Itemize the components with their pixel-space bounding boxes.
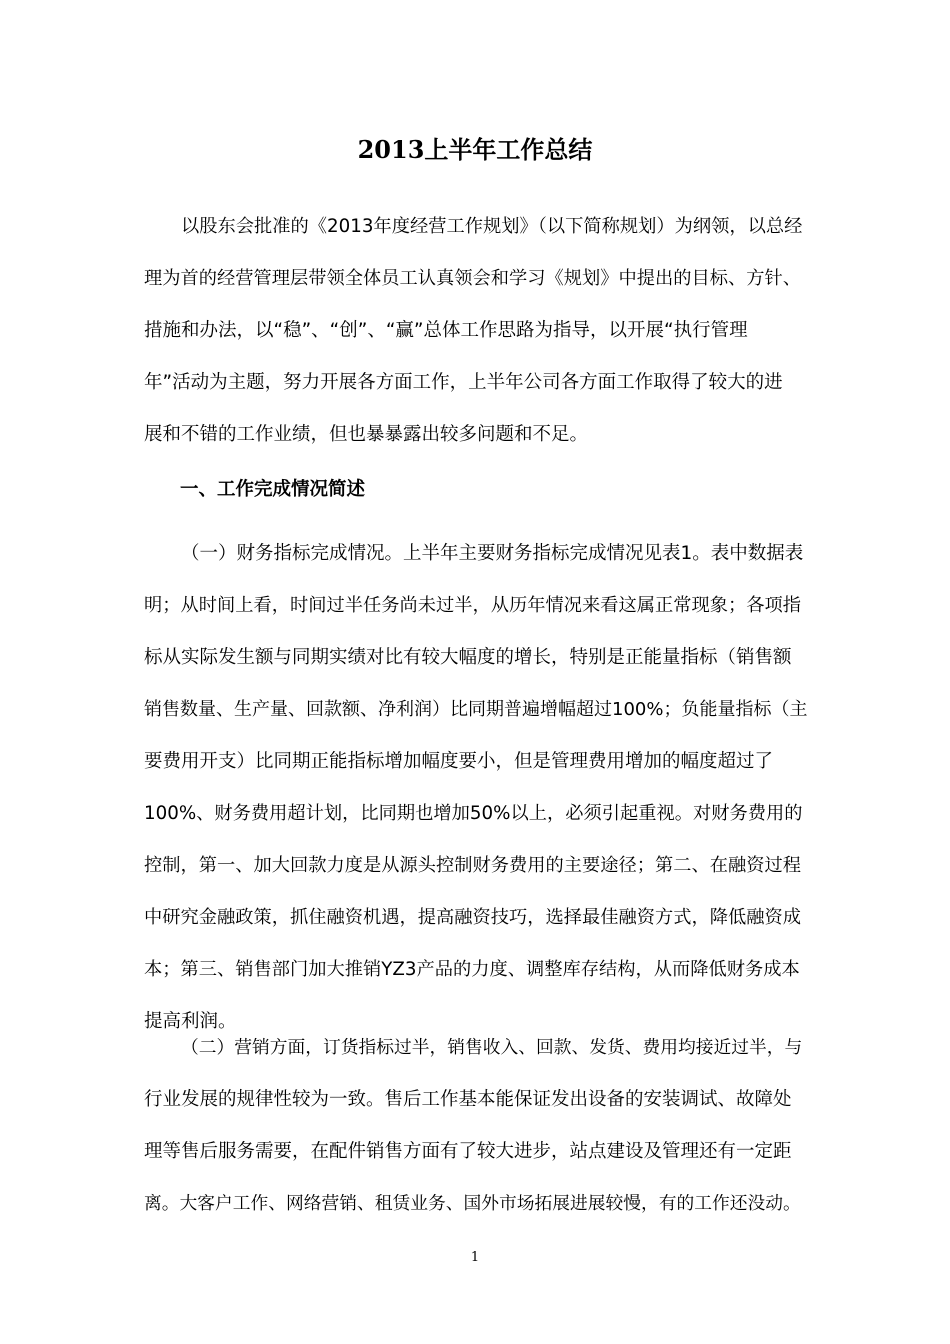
paragraph-line: 以股东会批准的《2013年度经营工作规划》（以下简称规划）为纲领，以总经 — [181, 216, 803, 237]
section-heading: 一、工作完成情况简述 — [180, 479, 366, 500]
paragraph-line: 展和不错的工作业绩，但也暴暴露出较多问题和不足。 — [144, 424, 589, 445]
page-number: 1 — [470, 1250, 480, 1265]
paragraph-line: 离。大客户工作、网络营销、租赁业务、国外市场拓展进展较慢，有的工作还没动。 — [144, 1194, 801, 1214]
paragraph-line: （二）营销方面，订货指标过半，销售收入、回款、发货、费用均接近过半，与 — [181, 1038, 803, 1058]
paragraph-line: 销售数量、生产量、回款额、净利润）比同期普遍增幅超过100%；负能量指标（主 — [144, 699, 808, 720]
intro-paragraph — [144, 201, 808, 461]
paragraph-line: 中研究金融政策，抓住融资机遇，提高融资技巧，选择最佳融资方式，降低融资成 — [144, 907, 801, 928]
paragraph-line: 措施和办法，以“稳”、“创”、“赢”总体工作思路为指导，以开展“执行管理 — [144, 320, 748, 341]
paragraph-line: 本；第三、销售部门加大推销YZ3产品的力度、调整库存结构，从而降低财务成本 — [144, 959, 800, 980]
paragraph-line: 100%、财务费用超计划，比同期也增加50%以上，必须引起重视。对财务费用的 — [144, 803, 803, 824]
paragraph-line: 要费用开支）比同期正能指标增加幅度要小，但是管理费用增加的幅度超过了 — [144, 751, 774, 772]
paragraph-line: 明；从时间上看，时间过半任务尚未过半，从历年情况来看这属正常现象；各项指 — [144, 595, 801, 616]
paragraph-line: 标从实际发生额与同期实绩对比有较大幅度的增长，特别是正能量指标（销售额 — [144, 647, 792, 668]
finance-paragraph — [144, 528, 808, 1048]
paragraph-line: 提高利润。 — [144, 1011, 237, 1032]
paragraph-line: 年”活动为主题，努力开展各方面工作，上半年公司各方面工作取得了较大的进 — [144, 372, 783, 393]
document-title: 2013上半年工作总结 — [357, 135, 593, 164]
paragraph-line: 理为首的经营管理层带领全体员工认真领会和学习《规划》中提出的目标、方针、 — [144, 268, 801, 289]
paragraph-line: 理等售后服务需要，在配件销售方面有了较大进步，站点建设及管理还有一定距 — [144, 1141, 792, 1162]
paragraph-line: 控制，第一、加大回款力度是从源头控制财务费用的主要途径；第二、在融资过程 — [144, 855, 801, 876]
paragraph-line: 行业发展的规律性较为一致。售后工作基本能保证发出设备的安装调试、故障处 — [144, 1089, 792, 1110]
paragraph-line: （一）财务指标完成情况。上半年主要财务指标完成情况见表1。表中数据表 — [181, 543, 804, 564]
marketing-paragraph — [144, 1022, 808, 1230]
